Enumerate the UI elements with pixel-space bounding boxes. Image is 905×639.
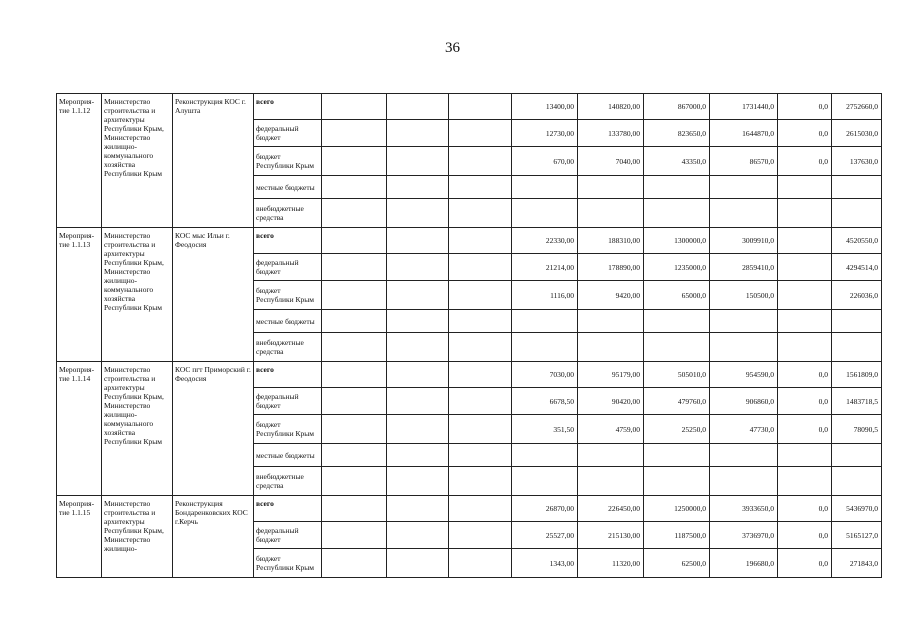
value-cell: 95179,00 [578,362,644,388]
executor-cell: Министерство строительства и архитектуры Республики Крым, Министерство жилищно-коммунального хозяйства Республики Крым [102,228,173,362]
value-cell: 140820,00 [578,94,644,120]
value-cell [322,549,387,578]
object-cell: Реконструкция КОС г. Алушта [173,94,254,228]
page-number: 36 [445,40,460,56]
value-cell: 11320,00 [578,549,644,578]
value-cell: 62500,0 [644,549,710,578]
value-cell [449,199,512,228]
object-cell: КОС мыс Ильи г. Феодосия [173,228,254,362]
value-cell: 3009910,0 [710,228,778,254]
value-cell [387,496,449,522]
value-cell [778,333,832,362]
funding-source-cell: местные бюджеты [254,310,322,333]
value-cell: 90420,00 [578,388,644,415]
value-cell [449,94,512,120]
value-cell: 867000,0 [644,94,710,120]
value-cell [322,522,387,549]
value-cell: 137630,0 [832,147,882,176]
value-cell [512,467,578,496]
value-cell: 178890,00 [578,254,644,281]
value-cell: 12730,00 [512,120,578,147]
funding-source-cell: федеральный бюджет [254,522,322,549]
value-cell [512,333,578,362]
value-cell [578,176,644,199]
value-cell [644,333,710,362]
value-cell [512,199,578,228]
value-cell: 2615030,0 [832,120,882,147]
value-cell: 3736970,0 [710,522,778,549]
funding-source-cell: федеральный бюджет [254,388,322,415]
value-cell [449,549,512,578]
value-cell [578,333,644,362]
value-cell: 25527,00 [512,522,578,549]
value-cell [387,467,449,496]
value-cell [322,254,387,281]
value-cell: 0,0 [778,522,832,549]
value-cell: 25250,0 [644,415,710,444]
value-cell [449,254,512,281]
value-cell [578,444,644,467]
funding-source-cell: бюджет Республики Крым [254,415,322,444]
value-cell: 505010,0 [644,362,710,388]
value-cell [387,444,449,467]
value-cell: 133780,00 [578,120,644,147]
value-cell [832,444,882,467]
value-cell [387,415,449,444]
value-cell: 1116,00 [512,281,578,310]
value-cell [322,444,387,467]
value-cell [778,310,832,333]
value-cell [449,496,512,522]
value-cell: 1561809,0 [832,362,882,388]
value-cell [387,120,449,147]
value-cell [449,467,512,496]
value-cell: 823650,0 [644,120,710,147]
value-cell [578,310,644,333]
value-cell [387,199,449,228]
value-cell [710,444,778,467]
value-cell: 1483718,5 [832,388,882,415]
value-cell [778,176,832,199]
measure-code-cell: Мероприя-тие 1.1.15 [57,496,102,578]
value-cell: 4294514,0 [832,254,882,281]
value-cell: 1300000,0 [644,228,710,254]
value-cell [387,388,449,415]
value-cell [778,228,832,254]
object-cell: КОС пгт Приморский г. Феодосия [173,362,254,496]
value-cell: 13400,00 [512,94,578,120]
value-cell [387,362,449,388]
value-cell [832,310,882,333]
value-cell: 22330,00 [512,228,578,254]
value-cell [449,176,512,199]
funding-source-cell: федеральный бюджет [254,254,322,281]
value-cell [322,199,387,228]
value-cell: 0,0 [778,94,832,120]
value-cell: 0,0 [778,147,832,176]
value-cell: 6678,50 [512,388,578,415]
value-cell [778,281,832,310]
value-cell [387,333,449,362]
measure-code-cell: Мероприя-тие 1.1.13 [57,228,102,362]
funding-source-cell: всего [254,94,322,120]
value-cell [832,176,882,199]
value-cell [644,199,710,228]
table-row [57,496,882,522]
value-cell: 1731440,0 [710,94,778,120]
table-row [57,362,882,388]
value-cell [578,467,644,496]
value-cell: 150500,0 [710,281,778,310]
funding-source-cell: внебюджетные средства [254,333,322,362]
value-cell: 7040,00 [578,147,644,176]
value-cell [387,522,449,549]
value-cell [322,310,387,333]
value-cell [710,467,778,496]
value-cell: 2752660,0 [832,94,882,120]
value-cell [644,176,710,199]
value-cell [778,254,832,281]
value-cell [710,199,778,228]
value-cell [322,147,387,176]
value-cell [387,254,449,281]
value-cell [449,333,512,362]
value-cell: 47730,0 [710,415,778,444]
value-cell [578,199,644,228]
value-cell: 2859410,0 [710,254,778,281]
value-cell [449,147,512,176]
value-cell [449,522,512,549]
value-cell [322,120,387,147]
value-cell: 0,0 [778,415,832,444]
value-cell: 4759,00 [578,415,644,444]
value-cell: 479760,0 [644,388,710,415]
value-cell: 0,0 [778,549,832,578]
value-cell: 226450,00 [578,496,644,522]
value-cell: 3933650,0 [710,496,778,522]
value-cell: 5165127,0 [832,522,882,549]
value-cell [322,415,387,444]
value-cell [710,310,778,333]
value-cell: 0,0 [778,496,832,522]
funding-source-cell: всего [254,496,322,522]
funding-source-cell: бюджет Республики Крым [254,549,322,578]
value-cell [322,388,387,415]
value-cell [322,496,387,522]
value-cell: 1235000,0 [644,254,710,281]
value-cell: 86570,0 [710,147,778,176]
executor-cell: Министерство строительства и архитектуры Республики Крым, Министерство жилищно- [102,496,173,578]
funding-source-cell: внебюджетные средства [254,199,322,228]
funding-source-cell: всего [254,228,322,254]
value-cell: 351,50 [512,415,578,444]
value-cell: 196680,0 [710,549,778,578]
value-cell: 0,0 [778,388,832,415]
value-cell [710,176,778,199]
value-cell: 226036,0 [832,281,882,310]
value-cell: 670,00 [512,147,578,176]
executor-cell: Министерство строительства и архитектуры Республики Крым, Министерство жилищно-коммунального хозяйства Республики Крым [102,94,173,228]
value-cell [322,176,387,199]
funding-source-cell: всего [254,362,322,388]
measure-code-cell: Мероприя-тие 1.1.14 [57,362,102,496]
value-cell: 188310,00 [578,228,644,254]
measure-code-cell: Мероприя-тие 1.1.12 [57,94,102,228]
funding-source-cell: местные бюджеты [254,176,322,199]
value-cell [387,281,449,310]
table-row [57,94,882,120]
value-cell [322,467,387,496]
value-cell [322,94,387,120]
value-cell [832,199,882,228]
value-cell: 26870,00 [512,496,578,522]
value-cell [449,281,512,310]
value-cell [449,415,512,444]
value-cell [832,333,882,362]
table-row [57,228,882,254]
value-cell: 21214,00 [512,254,578,281]
funding-source-cell: бюджет Республики Крым [254,147,322,176]
value-cell [387,147,449,176]
value-cell [387,94,449,120]
value-cell [322,228,387,254]
value-cell: 954590,0 [710,362,778,388]
value-cell [322,362,387,388]
value-cell: 9420,00 [578,281,644,310]
value-cell [778,467,832,496]
value-cell [449,228,512,254]
value-cell [449,388,512,415]
value-cell [644,467,710,496]
value-cell [387,310,449,333]
value-cell [449,362,512,388]
executor-cell: Министерство строительства и архитектуры Республики Крым, Министерство жилищно-коммунального хозяйства Республики Крым [102,362,173,496]
value-cell [449,444,512,467]
value-cell [710,333,778,362]
value-cell: 7030,00 [512,362,578,388]
value-cell: 4520550,0 [832,228,882,254]
value-cell [512,176,578,199]
value-cell: 1343,00 [512,549,578,578]
value-cell: 1187500,0 [644,522,710,549]
value-cell [322,333,387,362]
value-cell: 43350,0 [644,147,710,176]
value-cell: 906860,0 [710,388,778,415]
value-cell [322,281,387,310]
value-cell [832,467,882,496]
value-cell [387,228,449,254]
value-cell: 271843,0 [832,549,882,578]
funding-source-cell: внебюджетные средства [254,467,322,496]
object-cell: Реконструкция Бондаренковских КОС г.Керчь [173,496,254,578]
value-cell [512,444,578,467]
funding-source-cell: местные бюджеты [254,444,322,467]
value-cell: 215130,00 [578,522,644,549]
table-body [57,94,882,578]
value-cell [778,444,832,467]
value-cell: 1644870,0 [710,120,778,147]
value-cell: 5436970,0 [832,496,882,522]
value-cell [512,310,578,333]
budget-table [56,93,882,578]
value-cell [644,310,710,333]
value-cell [449,310,512,333]
value-cell: 0,0 [778,120,832,147]
value-cell [449,120,512,147]
value-cell: 65000,0 [644,281,710,310]
funding-source-cell: бюджет Республики Крым [254,281,322,310]
value-cell [387,549,449,578]
value-cell: 78090,5 [832,415,882,444]
value-cell: 1250000,0 [644,496,710,522]
value-cell [387,176,449,199]
value-cell: 0,0 [778,362,832,388]
funding-source-cell: федеральный бюджет [254,120,322,147]
value-cell [778,199,832,228]
value-cell [644,444,710,467]
